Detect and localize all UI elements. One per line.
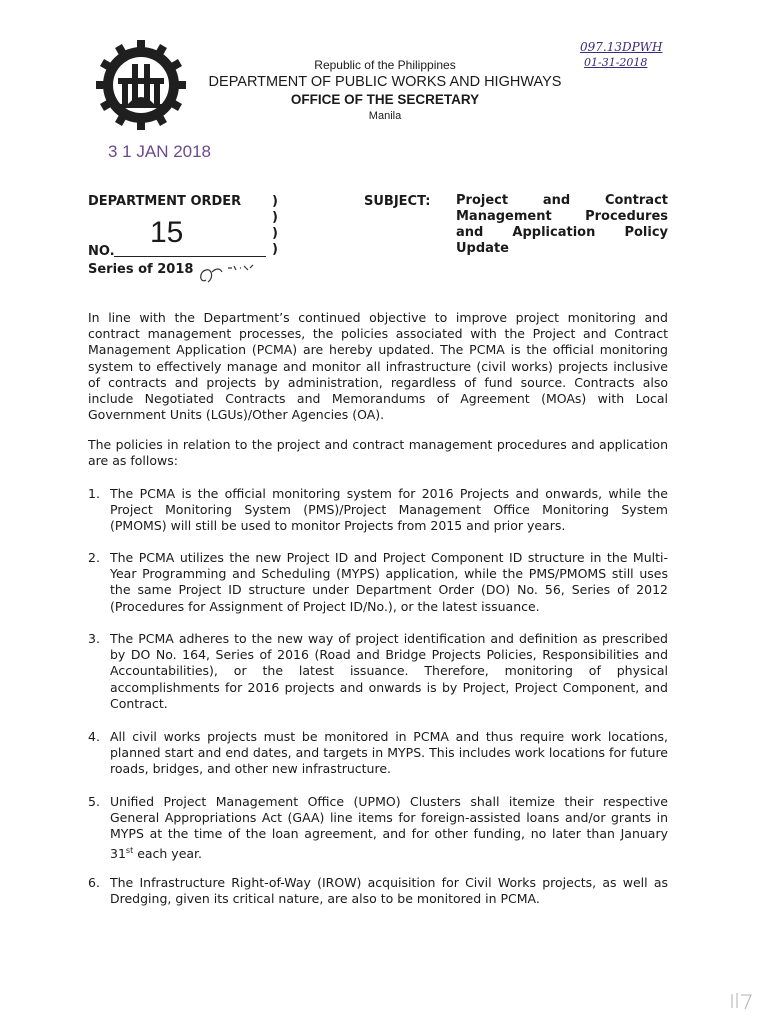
order-title: DEPARTMENT ORDER — [88, 194, 242, 209]
list-item-text-tail: each year. — [133, 845, 203, 861]
list-item — [88, 875, 668, 907]
ordinal-suffix: st — [125, 845, 134, 855]
handwritten-initial — [198, 258, 260, 286]
list-item — [88, 631, 668, 712]
list-item-number: 4. — [88, 729, 100, 744]
list-item-number: 1. — [88, 486, 100, 501]
list-item-text: The PCMA utilizes the new Project ID and Project Component ID structure in the Multi-Year Programming and Scheduling (MYPS) application, while the PMS/PMOMS still uses the same Project ID structure under Department Order (DO) No. 56, Series of 2012 (Procedures for Assignment of Project ID/No.), or the latest issuance. — [110, 550, 668, 614]
list-item — [88, 486, 668, 535]
list-item — [88, 794, 668, 862]
bracket-column: ) ) ) ) — [272, 194, 278, 257]
date-stamp: 3 1 JAN 2018 — [108, 142, 212, 161]
subject-label: SUBJECT: — [364, 194, 431, 209]
list-item-number: 5. — [88, 794, 100, 809]
list-item-text-main: Unified Project Management Office (UPMO) Clusters shall itemize their respective General Appropriations Act (GAA) line items for foreign-assisted loans and/or grants in MYPS at the time of the loan agreement, and for other funding, no later than January 31 — [110, 794, 668, 861]
subject-text: Project and Contract Management Procedures and Application Policy Update — [456, 193, 668, 256]
order-series: Series of 2018 — [88, 262, 194, 277]
list-item-number: 6. — [88, 875, 100, 890]
header-department: DEPARTMENT OF PUBLIC WORKS AND HIGHWAYS — [208, 74, 562, 90]
handwritten-date: 01-31-2018 — [584, 56, 648, 69]
list-item-text: The PCMA is the official monitoring system for 2016 Projects and onwards, while the Project Monitoring System (PMS)/Project Management Office Monitoring System (PMOMS) will still be used to monitor Projects from 2015 and prior years. — [110, 486, 668, 534]
page-initials-mark — [728, 990, 758, 1018]
list-item-text — [110, 794, 668, 862]
order-number-label: NO. — [88, 244, 115, 259]
header-republic: Republic of the Philippines — [314, 58, 456, 72]
header-city: Manila — [368, 110, 402, 122]
intro-paragraph: In line with the Department’s continued objective to improve project monitoring and contract management processes, the policies associated with the Project and Contract Management Application (PCMA) are hereby updated. The PCMA is the official monitoring system to effectively manage and monitor all infrastructure (civil works) projects inclusive of contracts and projects by administration, regardless of fund source. Contracts also include Negotiated Contracts and Memorandums of Agreement (MOAs) with Local Government Units (LGUs)/Other Agencies (OA). — [88, 310, 668, 423]
order-number-underline — [114, 256, 266, 257]
list-item-text: The PCMA adheres to the new way of project identification and definition as prescribed by DO No. 164, Series of 2016 (Road and Bridge Projects Policies, Responsibilities and Accountabilities), or the latest issuance. Therefore, monitoring of physical accomplishments for 2016 projects and onwards is by Project, Project Component, and Contract. — [110, 631, 668, 711]
list-item-text: All civil works projects must be monitored in PCMA and thus require work locations, planned start and end dates, and targets in MYPS. This includes work locations for future roads, bridges, and other new infrastructure. — [110, 729, 668, 777]
list-item — [88, 729, 668, 778]
header-office: OFFICE OF THE SECRETARY — [290, 92, 480, 107]
list-item-text: The Infrastructure Right-of-Way (IROW) acquisition for Civil Works projects, as well as Dredging, given its critical nature, are also to be monitored in PCMA. — [110, 875, 668, 907]
policies-intro-paragraph: The policies in relation to the project and contract management procedures and application are as follows: — [88, 437, 668, 469]
order-number: 15 — [150, 216, 184, 249]
handwritten-reference: 097.13DPWH — [580, 40, 663, 54]
list-item — [88, 550, 668, 615]
dpwh-seal-logo — [96, 40, 186, 130]
list-item-number: 3. — [88, 631, 100, 646]
list-item-number: 2. — [88, 550, 100, 565]
